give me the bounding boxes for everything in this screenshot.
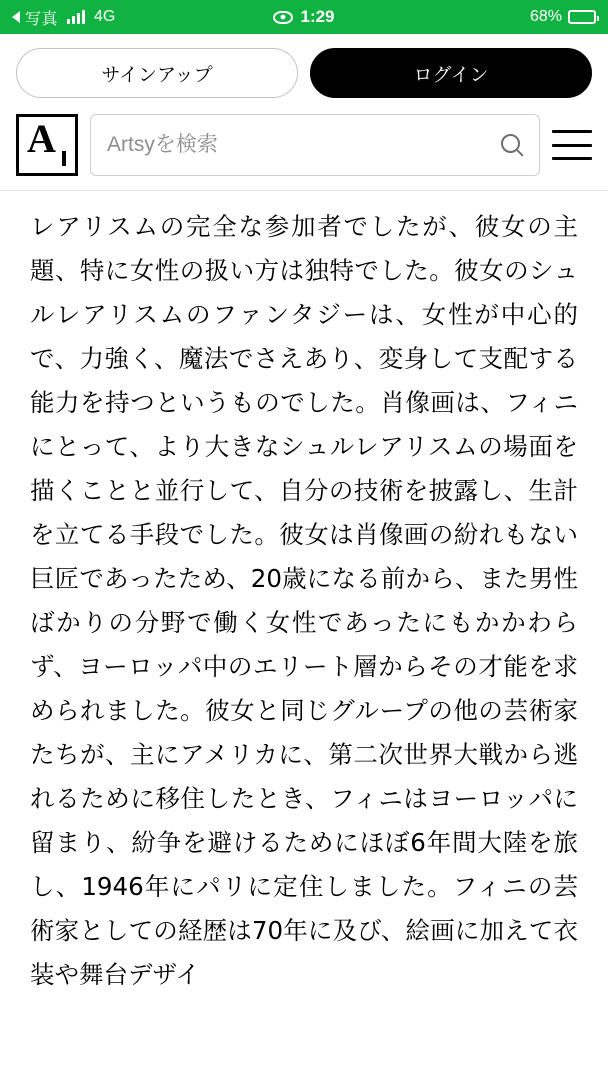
logo-bar-mark bbox=[62, 151, 66, 166]
battery-percent-label: 68% bbox=[529, 8, 562, 25]
signup-button[interactable]: サインアップ bbox=[16, 48, 298, 98]
hamburger-menu-icon[interactable] bbox=[552, 130, 592, 160]
eye-icon bbox=[273, 11, 293, 24]
status-bar-app-name: 写真 bbox=[25, 10, 59, 28]
page-scrollbar[interactable] bbox=[604, 215, 607, 1080]
article-paragraph: レアリスムの完全な参加者でしたが、彼女の主題、特に女性の扱い方は独特でした。彼女のシュルレアリスムのファンタジーは、女性が中心的で、力強く、魔法でさえあり、変身して支配する能力を持つというものでした。肖像画は、フィニにとって、より大きなシュルレアリスムの場面を描くことと並行して、自分の技術を披露し、生計を立てる手段でした。彼女は肖像画の紛れもない巨匠であったため、20歳になる前から、また男性ばかりの分野で働く女性であったにもかかわらず、ヨーロッパ中のエリート層からその才能を求められました。彼女と同じグループの他の芸術家たちが、主にアメリカに、第二次世界大戦から逃れるために移住したとき、フィニはヨーロッパに留まり、紛争を避けるためにほぼ6年間大陸を旅し、1946年にパリに定住しました。フィニの芸術家としての経歴は70年に及び、絵画に加えて衣装や舞台デザイ bbox=[30, 212, 578, 989]
login-button[interactable]: ログイン bbox=[310, 48, 592, 98]
status-bar-right bbox=[530, 8, 596, 26]
article-body bbox=[0, 191, 608, 1071]
site-header bbox=[0, 112, 608, 190]
logo-letter: A bbox=[27, 116, 56, 161]
search-icon[interactable] bbox=[501, 134, 523, 156]
search-input[interactable] bbox=[107, 133, 501, 157]
status-bar-time: 1:29 bbox=[300, 7, 335, 26]
status-bar-left bbox=[12, 6, 115, 29]
status-bar-carrier: 4G bbox=[94, 8, 116, 25]
back-triangle-icon[interactable] bbox=[12, 11, 20, 23]
battery-icon bbox=[568, 10, 596, 24]
status-bar bbox=[0, 0, 608, 34]
search-box[interactable] bbox=[90, 114, 540, 176]
auth-button-row bbox=[0, 34, 608, 112]
artsy-logo[interactable] bbox=[16, 114, 78, 176]
signal-bars-icon bbox=[67, 10, 85, 24]
